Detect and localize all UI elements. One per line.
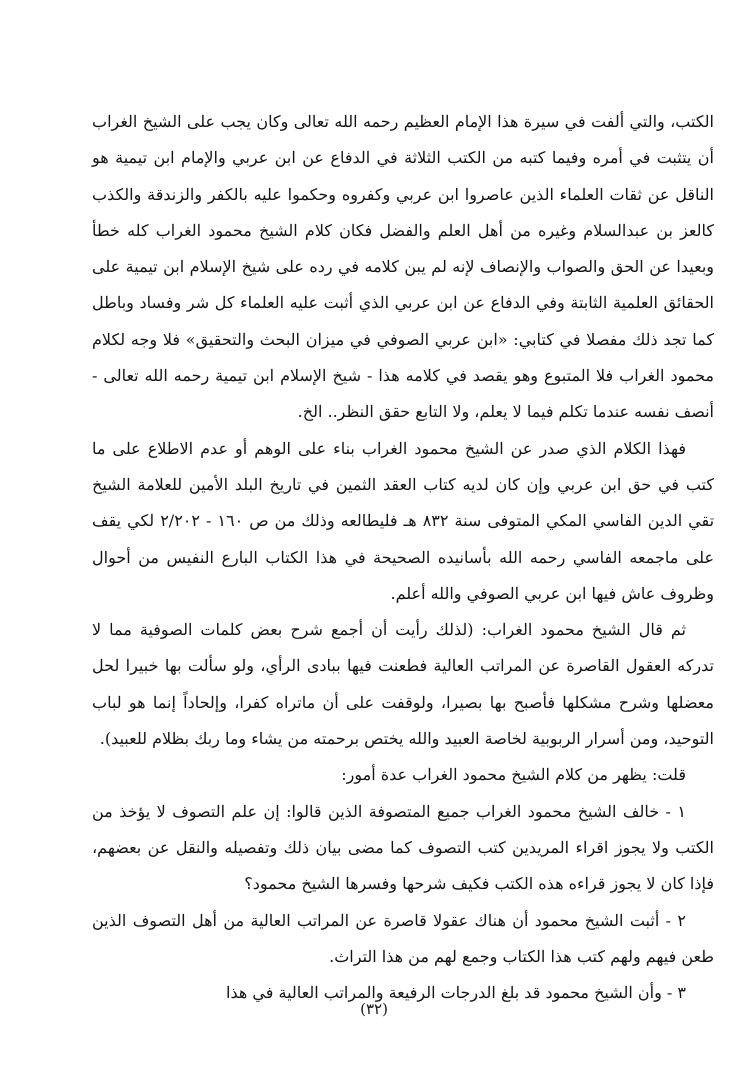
- paragraph-4: قلت: يظهر من كلام الشيخ محمود الغراب عدة أمور:: [341, 765, 686, 785]
- paragraph-7: ٣ - وأن الشيخ محمود قد بلغ الدرجات الرفيعة والمراتب العالية في هذا: [226, 983, 686, 1003]
- paragraph-2: فهذا الكلام الذي صدر عن الشيخ محمود الغراب بناء على الوهم أو عدم الاطلاع على ما كتب في حق ابن عربي وإن كان لديه كتاب العقد الثمين في تاريخ البلد الأمين للعلامة الشيخ تقي الدين الفاسي المكي المتوفى سنة ٨٣٢ هـ فليطالعه وذلك من ص ١٦٠ - ٢/٢٠٢ لكي يقف على ماجمعه الفاسي رحمه الله بأسانيده الصحيحة في هذا الكتاب البارع النفيس من أحوال وظروف عاش فيها ابن عربي الصوفي والله أعلم.: [92, 438, 715, 603]
- paragraph-1: الكتب، والتي ألفت في سيرة هذا الإمام العظيم رحمه الله تعالى وكان يجب على الشيخ الغراب أن يتثبت في أمره وفيما كتبه من الكتب الثلاثة في الدفاع عن ابن عربي والإمام ابن تيمية هو الناقل عن ثقات العلماء الذين عاصروا ابن عربي وكفروه وحكموا عليه بالكفر والزندقة والكذب كالعز بن عبدالسلام وغيره من أهل العلم والفضل فكان كلام الشيخ محمود الغراب كله خطأ وبعيدا عن الحق والصواب والإنصاف لإنه لم يبن كلامه في رده على شيخ الإسلام ابن تيمية على الحقائق العلمية الثابتة وفي الدفاع عن ابن عربي الذي أثبت عليه العلماء كل شر وفساد وباطل كما تجد ذلك مفصلا في كتابي: «ابن عربي الصوفي في ميزان البحث والتحقيق» فلا وجه لكلام محمود الغراب فلا المتبوع وهو يقصد في كلامه هذا - شيخ الإسلام ابن تيمية رحمه الله تعالى - أنصف نفسه عندما تكلم فيما لا يعلم، ولا التابع حقق النظر.. الخ.: [92, 112, 715, 422]
- paragraph-5: ١ - خالف الشيخ محمود الغراب جميع المتصوفة الذين قالوا: إن علم التصوف لا يؤخذ من الكتب ولا يجوز اقراء المريدين كتب التصوف كما مضى بيان ذلك وتفصيله والنقل عن بعضهم، فإذا كان لا يجوز قراءه هذه الكتب فكيف شرحها وفسرها الشيخ محمود؟: [92, 801, 715, 894]
- page-number: (٣٢): [360, 1000, 388, 1018]
- body-text: [92, 104, 714, 1011]
- paragraph-3: ثم قال الشيخ محمود الغراب: (لذلك رأيت أن أجمع شرح بعض كلمات الصوفية مما لا تدركه العقول القاصرة عن المراتب العالية فطعنت فيها ببادى الرأي، ولو سألت بها خبيرا لحل معضلها وشرح مشكلها فأصبح بها بصيرا، ولوقفت على أن ماتراه كفرا، وإلحاداً إنما هو لباب التوحيد، ومن أسرار الربوبية لخاصة العبيد والله يختص برحمته من يشاء وما ربك بظلام للعبيد).: [92, 620, 714, 749]
- paragraph-6: ٢ - أثبت الشيخ محمود أن هناك عقولا قاصرة عن المراتب العالية من أهل التصوف الذين طعن فيهم ولهم كتب هذا الكتاب وجمع لهم من هذا التراث.: [92, 910, 714, 966]
